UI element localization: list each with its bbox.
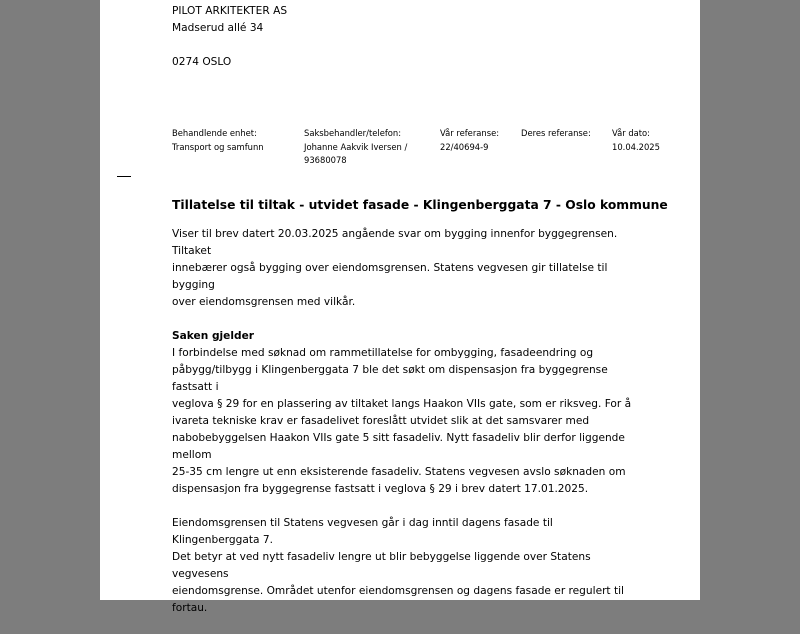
meta-date xyxy=(612,127,660,154)
section-line: veglova § 29 for en plassering av tiltaket langs Haakon VIIs gate, som er riksveg. For å xyxy=(172,398,632,410)
recipient-address xyxy=(172,3,287,71)
closing-paragraph xyxy=(172,515,642,617)
section-line: ivareta tekniske krav er fasadelivet foreslått utvidet slik at det samsvarer med xyxy=(172,415,590,427)
meta-handler-label: Saksbehandler/telefon: xyxy=(304,128,402,138)
section-paragraph xyxy=(172,345,642,498)
meta-date-label: Vår dato: xyxy=(612,128,650,138)
section-line: 25-35 cm lengre ut enn eksisterende fasadeliv. Statens vegvesen avslo søknaden om xyxy=(172,466,626,478)
recipient-street: Madserud allé 34 xyxy=(172,22,264,34)
meta-our-ref-label: Vår referanse: xyxy=(440,128,500,138)
meta-your-ref-label: Deres referanse: xyxy=(521,128,591,138)
closing-line: Det betyr at ved nytt fasadeliv lengre ut blir bebyggelse liggende over Statens vegvesens xyxy=(172,551,591,580)
intro-line: over eiendomsgrensen med vilkår. xyxy=(172,296,356,308)
recipient-postal: 0274 OSLO xyxy=(172,56,232,68)
closing-line: Eiendomsgrensen til Statens vegvesen går i dag inntil dagens fasade til Klingenberggata 7. xyxy=(172,517,553,546)
intro-line: innebærer også bygging over eiendomsgrensen. Statens vegvesen gir tillatelse til bygging xyxy=(172,262,608,291)
meta-unit-value: Transport og samfunn xyxy=(172,141,264,152)
section-line: påbygg/tilbygg i Klingenberggata 7 ble det søkt om dispensasjon fra byggegrense fastsatt i xyxy=(172,364,608,393)
meta-our-ref-value: 22/40694-9 xyxy=(440,141,489,152)
section-line: nabobebyggelsen Haakon VIIs gate 5 sitt fasadeliv. Nytt fasadeliv blir derfor liggende mellom xyxy=(172,432,625,461)
recipient-company: PILOT ARKITEKTER AS xyxy=(172,5,288,17)
letter-body xyxy=(172,226,642,634)
section-heading: Saken gjelder xyxy=(172,330,254,342)
letter-title: Tillatelse til tiltak - utvidet fasade - Klingenberggata 7 - Oslo kommune xyxy=(172,198,668,212)
section-line: dispensasjon fra byggegrense fastsatt i veglova § 29 i brev datert 17.01.2025. xyxy=(172,483,589,495)
section-line: I forbindelse med søknad om rammetillatelse for ombygging, fasadeendring og xyxy=(172,347,594,359)
closing-line: eiendomsgrense. Området utenfor eiendomsgrensen og dagens fasade er regulert til fortau. xyxy=(172,585,624,614)
meta-date-value: 10.04.2025 xyxy=(612,141,660,152)
meta-handler xyxy=(304,127,407,168)
intro-line: Viser til brev datert 20.03.2025 angående svar om bygging innenfor byggegrensen. Tiltaket xyxy=(172,228,618,257)
meta-your-ref xyxy=(521,127,591,141)
meta-handler-phone: 93680078 xyxy=(304,155,347,165)
intro-paragraph xyxy=(172,226,642,311)
fold-mark xyxy=(117,176,131,177)
meta-unit-label: Behandlende enhet: xyxy=(172,128,257,138)
meta-handler-value: Johanne Aakvik Iversen / xyxy=(304,141,408,152)
meta-unit xyxy=(172,127,264,154)
document-page xyxy=(100,0,700,614)
meta-our-ref xyxy=(440,127,499,154)
